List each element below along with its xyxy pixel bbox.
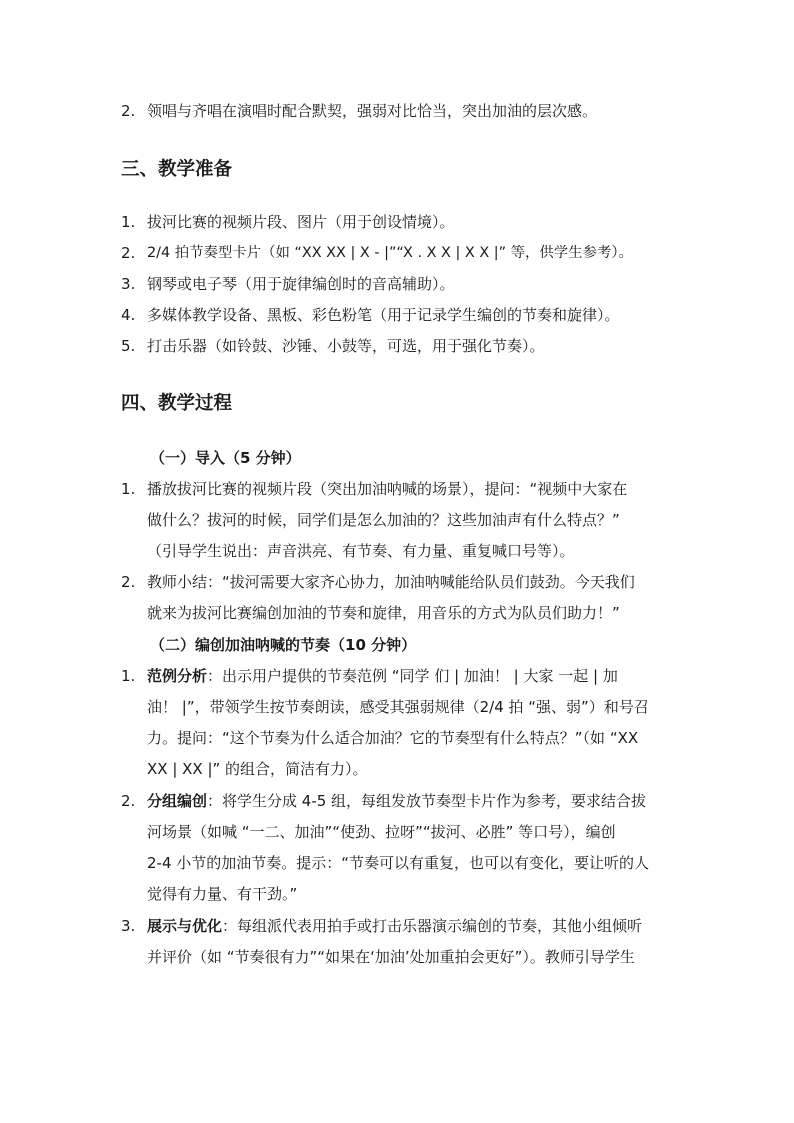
text-line: 教师小结：“拔河需要大家齐心协力，加油呐喊能给队员们鼓劲。今天我们 bbox=[147, 573, 635, 591]
list-text: 领唱与齐唱在演唱时配合默契，强弱对比恰当，突出加油的层次感。 bbox=[147, 102, 598, 120]
text-line: （引导学生说出：声音洪亮、有节奏、有力量、重复喊口号等）。 bbox=[147, 542, 575, 560]
subsection-heading-intro: （一）导入（5 分钟） bbox=[150, 449, 301, 467]
text-line: 播放拔河比赛的视频片段（突出加油呐喊的场景），提问：“视频中大家在 bbox=[147, 480, 628, 498]
text-line bbox=[147, 661, 681, 692]
text-line: 河场景（如喊 “一二、加油”“使劲、拉呀”“拔河、必胜” 等口号），编创 bbox=[147, 823, 616, 841]
list-number: 5. bbox=[121, 337, 136, 355]
list-number: 2. bbox=[121, 102, 136, 120]
text-line: 并评价（如 “节奏很有力”“如果在‘加油’处加重拍会更好”）。教师引导学生 bbox=[147, 948, 635, 966]
text-line bbox=[147, 911, 681, 942]
text-line bbox=[147, 786, 681, 817]
bold-term: 展示与优化 bbox=[147, 917, 223, 935]
list-text: 2/4 拍节奏型卡片（如 “XX XX | X - |”“X . X X | X X |” 等，供学生参考）。 bbox=[147, 245, 633, 261]
list-number: 2. bbox=[121, 573, 136, 591]
subsection-heading-rhythm: （二）编创加油呐喊的节奏（10 分钟） bbox=[150, 636, 417, 654]
text-span: ：将学生分成 4-5 组，每组发放节奏型卡片作为参考，要求结合拔 bbox=[207, 792, 647, 810]
list-text bbox=[147, 786, 681, 910]
text-line: 2-4 小节的加油节奏。提示：“节奏可以有重复，也可以有变化，要让听的人 bbox=[147, 854, 650, 872]
list-text bbox=[147, 474, 681, 567]
text-span: ：出示用户提供的节奏范例 “同学 们 | 加油！ | 大家 一起 | 加 bbox=[207, 667, 618, 685]
list-number: 3. bbox=[121, 275, 136, 293]
section-heading-preparation: 三、教学准备 bbox=[121, 159, 233, 180]
text-line: XX | XX |” 的组合，简洁有力）。 bbox=[147, 760, 368, 778]
bold-term: 分组编创 bbox=[147, 792, 208, 810]
list-number: 1. bbox=[121, 667, 136, 685]
list-number: 3. bbox=[121, 917, 136, 935]
text-line: 觉得有力量、有干劲。” bbox=[147, 885, 298, 903]
list-text bbox=[147, 911, 681, 973]
list-number: 1. bbox=[121, 480, 136, 498]
text-span: ：每组派代表用拍手或打击乐器演示编创的节奏，其他小组倾听 bbox=[222, 917, 643, 935]
list-number: 2. bbox=[121, 792, 136, 810]
list-number: 2. bbox=[121, 244, 136, 262]
list-text: 钢琴或电子琴（用于旋律编创时的音高辅助）。 bbox=[147, 275, 455, 293]
bold-term: 范例分析 bbox=[147, 667, 208, 685]
list-text bbox=[147, 661, 681, 785]
text-line: 就来为拔河比赛编创加油的节奏和旋律，用音乐的方式为队员们助力！” bbox=[147, 604, 620, 622]
list-text bbox=[147, 567, 681, 629]
list-number: 1. bbox=[121, 213, 136, 231]
section-heading-process: 四、教学过程 bbox=[121, 393, 233, 414]
list-text: 拔河比赛的视频片段、图片（用于创设情境）。 bbox=[147, 213, 455, 231]
text-line: 做什么？拔河的时候，同学们是怎么加油的？这些加油声有什么特点？” bbox=[147, 511, 620, 529]
list-text: 打击乐器（如铃鼓、沙锤、小鼓等，可选，用于强化节奏）。 bbox=[147, 337, 545, 355]
list-text: 多媒体教学设备、黑板、彩色粉笔（用于记录学生编创的节奏和旋律）。 bbox=[147, 306, 620, 324]
text-line: 油！ |”，带领学生按节奏朗读，感受其强弱规律（2/4 拍 “强、弱”）和号召 bbox=[147, 698, 649, 716]
text-line: 力。提问：“这个节奏为什么适合加油？它的节奏型有什么特点？”（如 “XX bbox=[147, 729, 639, 747]
list-number: 4. bbox=[121, 306, 136, 324]
